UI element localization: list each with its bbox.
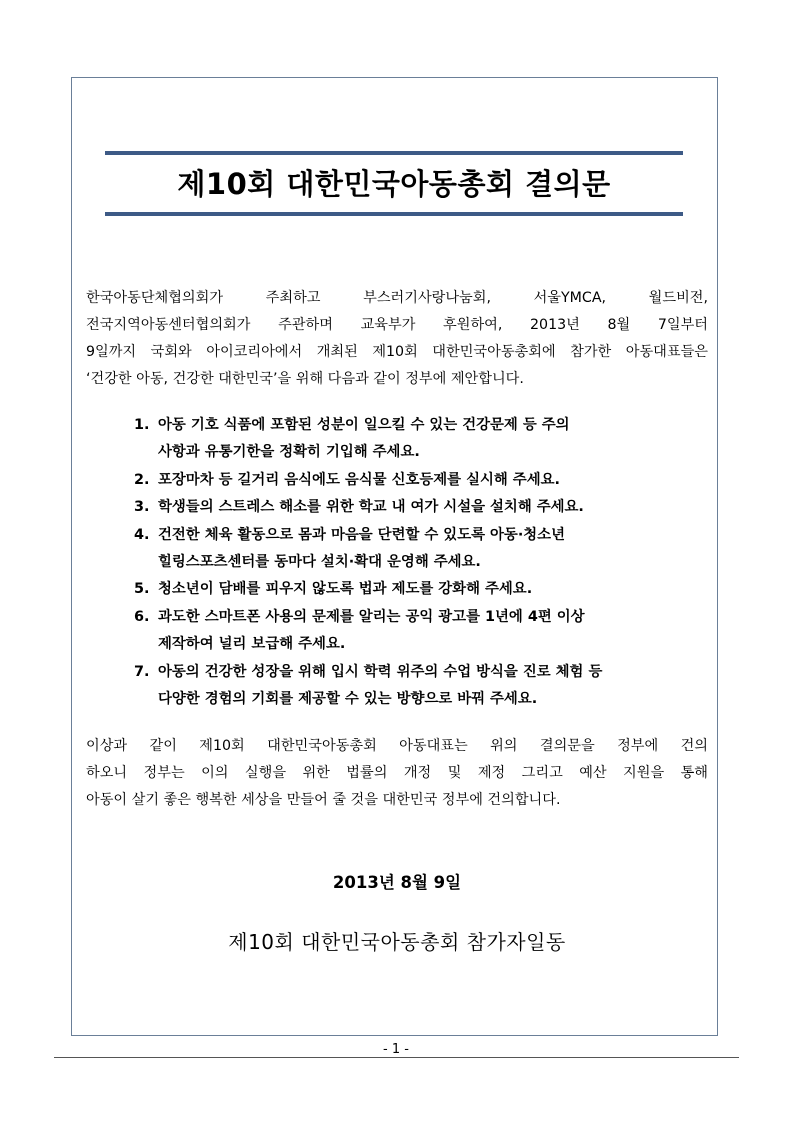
resolution-number: 3. xyxy=(134,499,150,516)
resolution-number: 6. xyxy=(134,608,150,625)
resolution-text: 건전한 체육 활동으로 몸과 마음을 단련할 수 있도록 아동·청소년 xyxy=(158,526,565,543)
intro-line: 한국아동단체협의회가 주최하고 부스러기사랑나눔회, 서울YMCA, 월드비전, xyxy=(86,290,708,306)
intro-line: 9일까지 국회와 아이코리아에서 개최된 제10회 대한민국아동총회에 참가한 아동대표들은 xyxy=(86,344,708,360)
resolution-text: 사항과 유통기한을 정확히 기입해 주세요. xyxy=(158,444,420,461)
resolution-text: 제작하여 널리 보급해 주세요. xyxy=(158,636,346,653)
page-number: - 1 - xyxy=(383,1042,409,1057)
resolution-number: 7. xyxy=(134,663,150,680)
intro-line: 전국지역아동센터협의회가 주관하며 교육부가 후원하여, 2013년 8월 7일부터 xyxy=(86,317,708,333)
resolution-text: 힐링스포츠센터를 동마다 설치·확대 운영해 주세요. xyxy=(158,554,481,571)
intro-paragraph xyxy=(86,285,708,393)
resolution-item xyxy=(134,412,674,467)
resolution-number: 5. xyxy=(134,581,150,598)
resolution-text: 아동 기호 식품에 포함된 성분이 일으킬 수 있는 건강문제 등 주의 xyxy=(158,417,570,433)
resolution-text: 포장마차 등 길거리 음식에도 음식물 신호등제를 실시해 주세요. xyxy=(158,471,560,488)
document-title: 제10회 대한민국아동총회 결의문 xyxy=(177,167,611,201)
resolution-number: 2. xyxy=(134,471,150,488)
closing-paragraph xyxy=(86,733,708,814)
resolution-item xyxy=(134,522,674,577)
resolution-item xyxy=(134,467,674,494)
closing-line: 아동이 살기 좋은 행복한 세상을 만들어 줄 것을 대한민국 정부에 건의합니다. xyxy=(86,792,561,808)
intro-line: ‘건강한 아동, 건강한 대한민국’을 위해 다음과 같이 정부에 제안합니다. xyxy=(86,371,524,387)
resolution-text: 과도한 스마트폰 사용의 문제를 알리는 공익 광고를 1년에 4편 이상 xyxy=(158,608,585,625)
title-rule-bottom xyxy=(105,212,683,216)
resolution-number: 1. xyxy=(134,417,150,433)
closing-line: 이상과 같이 제10회 대한민국아동총회 아동대표는 위의 결의문을 정부에 건의 xyxy=(86,738,708,754)
resolution-item xyxy=(134,576,674,603)
resolution-number: 4. xyxy=(134,526,150,543)
resolution-item xyxy=(134,604,674,659)
resolution-list xyxy=(134,412,674,713)
resolution-item xyxy=(134,494,674,521)
title-rule-top xyxy=(105,151,683,155)
resolution-text: 아동의 건강한 성장을 위해 입시 학력 위주의 수업 방식을 진로 체험 등 xyxy=(158,663,603,680)
resolution-item xyxy=(134,659,674,714)
signatory: 제10회 대한민국아동총회 참가자일동 xyxy=(228,930,566,954)
document-date: 2013년 8월 9일 xyxy=(332,873,462,892)
footer-rule xyxy=(54,1057,739,1058)
closing-line: 하오니 정부는 이의 실행을 위한 법률의 개정 및 제정 그리고 예산 지원을 통해 xyxy=(86,765,708,781)
resolution-text: 다양한 경험의 기회를 제공할 수 있는 방향으로 바꿔 주세요. xyxy=(158,691,538,708)
resolution-text: 학생들의 스트레스 해소를 위한 학교 내 여가 시설을 설치해 주세요. xyxy=(158,499,584,516)
resolution-text: 청소년이 담배를 피우지 않도록 법과 제도를 강화해 주세요. xyxy=(158,581,533,598)
